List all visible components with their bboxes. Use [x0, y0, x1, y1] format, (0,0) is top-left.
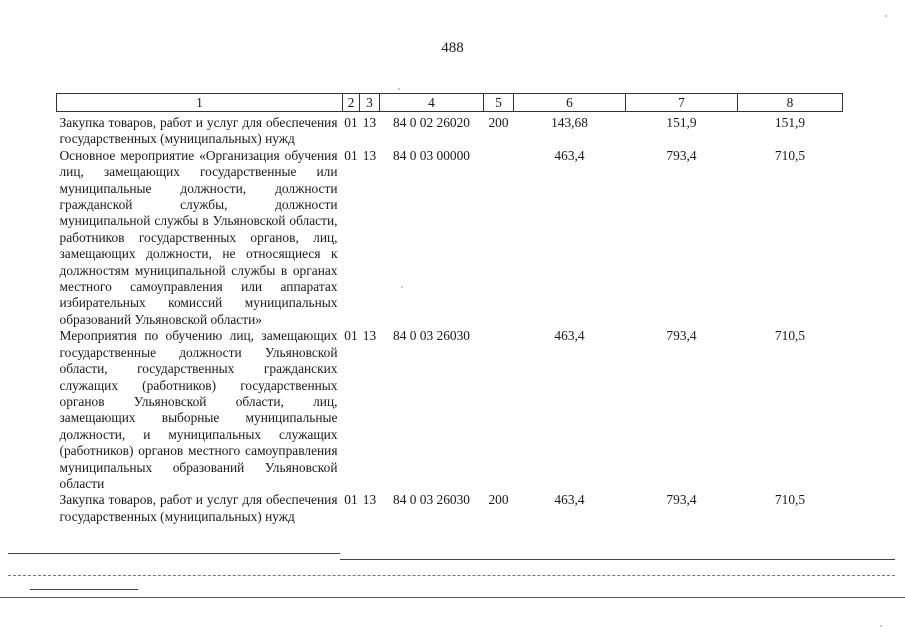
- row-value-1: 143,68: [551, 115, 588, 130]
- header-col-5: 5: [484, 94, 514, 112]
- header-row: [57, 94, 843, 112]
- row-rz: 01: [344, 328, 358, 344]
- scan-dot: [398, 88, 400, 90]
- row-rz: 01: [344, 492, 358, 508]
- dash-line: [8, 575, 895, 576]
- row-value-1: 463,4: [554, 492, 585, 508]
- row-value-3: 710,5: [774, 147, 806, 163]
- row-csr: 84 0 03 26030: [393, 328, 470, 344]
- header-col-6: 6: [514, 94, 626, 112]
- row-value-3: 151,9: [774, 115, 806, 130]
- strike-line: [30, 589, 138, 590]
- table-row: [57, 492, 843, 525]
- scan-dot: [401, 286, 403, 288]
- table-row: [57, 148, 843, 328]
- row-value-3: 710,5: [774, 328, 806, 344]
- page-number: 488: [441, 40, 464, 56]
- table-row: [57, 112, 843, 148]
- row-pr: 13: [362, 492, 377, 508]
- row-value-1: 463,4: [554, 147, 585, 163]
- row-value-2: 151,9: [666, 115, 697, 130]
- row-name: Закупка товаров, работ и услуг для обеспечения государственных (муниципальных) нужд: [59, 492, 338, 524]
- header-col-3: 3: [360, 94, 380, 112]
- row-value-3: 710,5: [774, 492, 806, 508]
- row-value-2: 793,4: [666, 328, 697, 344]
- header-col-4: 4: [380, 94, 484, 112]
- row-pr: 13: [362, 115, 377, 130]
- row-rz: 01: [344, 147, 358, 163]
- header-col-7: 7: [626, 94, 738, 112]
- table-row: [57, 328, 843, 492]
- row-value-2: 793,4: [666, 492, 697, 508]
- header-col-1: 1: [57, 94, 343, 112]
- row-pr: 13: [362, 328, 377, 344]
- scan-dot: [880, 625, 882, 627]
- row-vr: 200: [488, 115, 509, 130]
- row-vr: [484, 148, 514, 328]
- row-csr: 84 0 03 26030: [393, 492, 470, 508]
- row-vr: [484, 328, 514, 492]
- row-rz: 01: [344, 115, 358, 130]
- strike-line: [340, 559, 895, 560]
- header-col-8: 8: [738, 94, 843, 112]
- row-name: Закупка товаров, работ и услуг для обеспечения государственных (муниципальных) нужд: [59, 115, 338, 147]
- row-name: Мероприятия по обучению лиц, замещающих государственные должности Ульяновской области, государственных гражданских служащих (работников) государственных органов Ульяновской области, лиц, замещающих выборные муниципальные должности, и муниципальных служащих (работников) органов местного самоуправления муниципальных образований Ульяновской области: [59, 328, 338, 491]
- row-pr: 13: [362, 147, 377, 163]
- strike-line: [8, 553, 340, 554]
- row-csr: 84 0 02 26020: [393, 115, 470, 130]
- budget-table: [56, 93, 843, 525]
- row-value-2: 793,4: [666, 147, 697, 163]
- row-csr: 84 0 03 00000: [393, 147, 470, 163]
- bottom-rule: [0, 597, 905, 598]
- row-name: Основное мероприятие «Организация обучения лиц, замещающих государственные или муниципальные должности, должности гражданской службы, должности муниципальной службы в Ульяновской области, работников государственных органов, лиц, замещающих должности, не относящиеся к должностям муниципальной службы в органах местного самоуправления или аппаратах избирательных комиссий муниципальных образований Ульяновской области»: [59, 147, 338, 327]
- header-col-2: 2: [343, 94, 360, 112]
- row-vr: 200: [488, 492, 509, 508]
- scan-dot: [885, 15, 887, 17]
- row-value-1: 463,4: [554, 328, 585, 344]
